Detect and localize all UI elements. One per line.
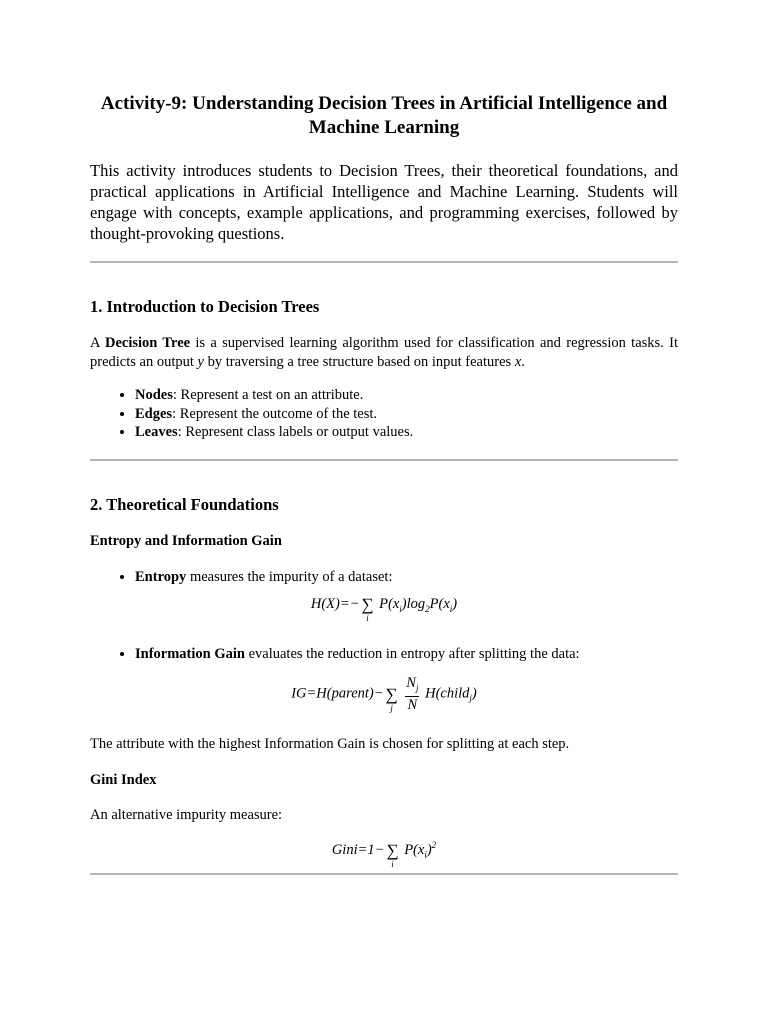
section-divider <box>90 873 678 875</box>
list-item-term: Information Gain <box>135 645 245 662</box>
list-item-text: : Represent a test on an attribute. <box>172 387 364 403</box>
formula-term: )log <box>401 596 426 612</box>
formula-subscript: j <box>469 693 472 704</box>
information-gain-formula <box>90 675 678 713</box>
list-item-term: Edges <box>135 405 173 422</box>
section-heading-introduction: 1. Introduction to Decision Trees <box>90 297 320 316</box>
formula-lhs: H(X)=− <box>310 596 360 612</box>
formula-term: P(x <box>404 842 425 859</box>
gini-description: An alternative impurity measure: <box>90 807 283 824</box>
summation-index: i <box>366 613 369 624</box>
formula-superscript: 2 <box>431 840 437 851</box>
entropy-formula <box>90 594 678 624</box>
variable-y: y <box>197 354 204 370</box>
list-item-entropy <box>135 568 678 587</box>
decision-tree-definition <box>90 334 678 372</box>
summation-icon: ∑ i <box>386 841 399 870</box>
formula-term: ) <box>452 596 458 612</box>
formula-term: ) <box>426 842 432 859</box>
formula-term: P(x <box>379 596 400 612</box>
document-title: Activity-9: Understanding Decision Trees in Artificial Intelligence and Machine Learning <box>100 93 668 138</box>
formula-subscript: i <box>424 850 427 860</box>
definition-term: Decision Tree <box>105 335 191 351</box>
information-gain-list <box>90 645 678 664</box>
numerator-text: N <box>406 675 416 692</box>
formula-lhs: IG=H(parent)− <box>291 685 384 702</box>
list-item-text: : Represent class labels or output values. <box>177 424 414 440</box>
subsection-heading-entropy: Entropy and Information Gain <box>90 532 282 549</box>
fraction-denominator: N <box>407 697 418 714</box>
definition-end: . <box>521 354 525 370</box>
section-divider <box>90 261 678 263</box>
definition-article: A <box>90 335 105 351</box>
formula-term: H(child <box>425 685 470 702</box>
formula-subscript: j <box>415 683 419 694</box>
tree-components-list <box>90 386 678 442</box>
section-divider <box>90 459 678 461</box>
list-item-term: Nodes <box>135 387 173 403</box>
formula-lhs: Gini=1− <box>331 842 385 859</box>
fraction <box>405 675 419 713</box>
information-gain-note: The attribute with the highest Information Gain is chosen for splitting at each step. <box>90 736 570 753</box>
section-heading-theory: 2. Theoretical Foundations <box>90 494 279 514</box>
list-item-term: Leaves <box>135 424 178 440</box>
variable-x: x <box>514 354 522 370</box>
document-content <box>90 92 678 875</box>
list-item-edges <box>135 405 678 424</box>
formula-subscript: i <box>449 603 453 614</box>
list-item-text: : Represent the outcome of the test. <box>172 405 378 422</box>
formula-subscript: i <box>399 603 402 614</box>
intro-paragraph: This activity introduces students to Decision Trees, their theoretical foundations, and practical applications in Artificial Intelligence and Machine Learning. Students will engage with concepts, example applications, and programming exercises, followed by thought-provoking questions. <box>90 161 678 243</box>
summation-icon: ∑ i <box>361 595 374 624</box>
list-item-text: evaluates the reduction in entropy after splitting the data: <box>244 645 580 662</box>
list-item-information-gain <box>135 645 678 664</box>
definition-text-1: is a supervised learning algorithm used for classification and regression tasks. It predicts an output <box>90 335 678 370</box>
summation-index: i <box>391 859 394 870</box>
subsection-heading-gini: Gini Index <box>90 772 157 789</box>
formula-subscript: 2 <box>425 603 430 614</box>
gini-formula <box>90 835 678 870</box>
summation-icon: ∑ j <box>385 684 398 713</box>
list-item-term: Entropy <box>135 568 187 585</box>
entropy-list <box>90 568 678 587</box>
fraction-numerator <box>405 675 419 697</box>
list-item-leaves <box>135 423 678 442</box>
list-item-nodes <box>135 386 678 405</box>
definition-text-2: by traversing a tree structure based on input features <box>203 354 515 370</box>
formula-term: ) <box>471 685 477 702</box>
list-item-text: measures the impurity of a dataset: <box>186 568 393 585</box>
summation-index: j <box>390 702 393 713</box>
formula-term: P(x <box>429 596 450 612</box>
